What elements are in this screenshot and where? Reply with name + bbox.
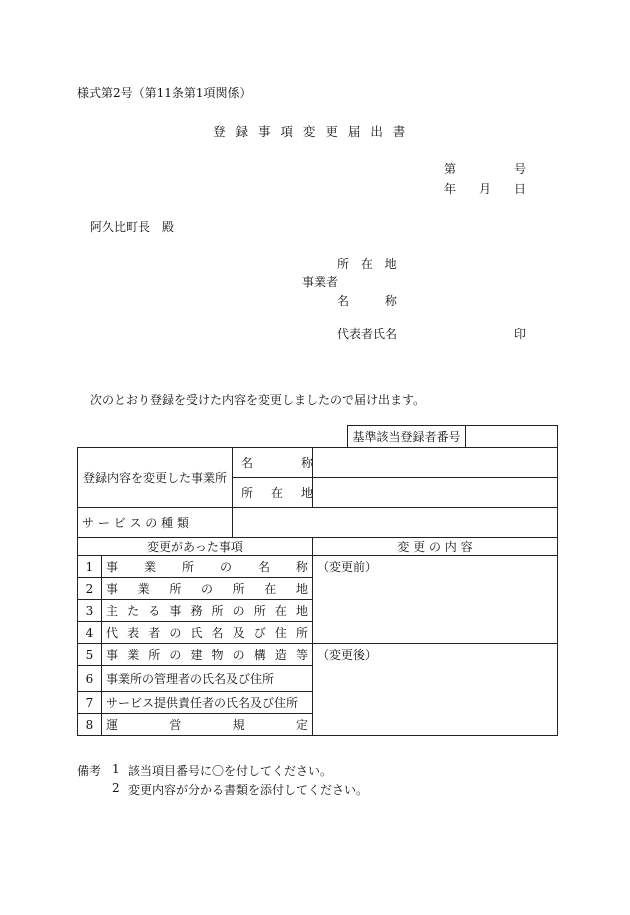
notes-label: 備考 <box>77 764 102 778</box>
item-5-number[interactable]: 5 <box>78 644 102 666</box>
form-id: 様式第2号（第11条第1項関係） <box>77 86 252 100</box>
service-type-field[interactable] <box>233 508 558 538</box>
contents-header: 変 更 の 内 容 <box>313 538 558 556</box>
after-label: （変更後） <box>317 648 378 662</box>
item-4-label: 代 表 者 の 氏 名 及 び 住 所 <box>106 626 308 640</box>
applicant-rep-label: 代表者氏名 <box>337 327 398 341</box>
reg-number-field[interactable] <box>466 426 558 448</box>
addressee: 阿久比町長 殿 <box>90 220 175 234</box>
item-3-number[interactable]: 3 <box>78 600 102 622</box>
change-form-table <box>77 425 558 736</box>
item-7-number[interactable]: 7 <box>78 692 102 714</box>
change-after-field[interactable] <box>313 644 558 736</box>
office-label: 登録内容を変更した事業所 <box>78 448 233 508</box>
item-8-number[interactable]: 8 <box>78 714 102 736</box>
note-2-number: 2 <box>112 781 120 795</box>
item-2-number[interactable]: 2 <box>78 578 102 600</box>
applicant-business-label: 事業者 <box>302 275 339 289</box>
item-1-number[interactable]: 1 <box>78 556 102 578</box>
note-1-number: 1 <box>112 762 120 776</box>
applicant-name-label: 名 称 <box>337 294 413 308</box>
office-address-label: 所 在 地 <box>233 478 313 508</box>
item-5-label: 事 業 所 の 建 物 の 構 造 等 <box>106 648 308 662</box>
item-6-label: 事業所の管理者の氏名及び住所 <box>106 672 275 686</box>
document-title: 登 録 事 項 変 更 届 出 書 <box>213 124 409 139</box>
item-2-label: 事 業 所 の 所 在 地 <box>106 582 308 596</box>
document-number <box>444 160 526 177</box>
date-year: 年 <box>444 182 457 196</box>
reg-number-label: 基準該当登録者番号 <box>348 426 466 448</box>
item-6-number[interactable]: 6 <box>78 666 102 692</box>
statement: 次のとおり登録を受けた内容を変更しましたので届け出ます。 <box>90 393 426 407</box>
office-name-label: 名 称 <box>233 448 313 478</box>
item-3-label: 主 た る 事 務 所 の 所 在 地 <box>106 604 308 618</box>
item-8-label: 運 営 規 定 <box>106 718 308 732</box>
item-7-label: サービス提供責任者の氏名及び住所 <box>106 696 299 710</box>
number-prefix: 第 <box>444 162 457 176</box>
change-before-field[interactable] <box>313 556 558 644</box>
item-1-label: 事 業 所 の 名 称 <box>106 560 308 574</box>
date-day: 日 <box>513 182 526 196</box>
number-suffix: 号 <box>513 162 526 176</box>
document-date <box>444 180 526 197</box>
before-label: （変更前） <box>317 560 378 574</box>
office-address-field[interactable] <box>313 478 558 508</box>
seal-mark: 印 <box>514 327 527 341</box>
office-name-field[interactable] <box>313 448 558 478</box>
note-1-text: 該当項目番号に〇を付してください。 <box>128 764 333 778</box>
items-header: 変更があった事項 <box>78 538 313 556</box>
item-4-number[interactable]: 4 <box>78 622 102 644</box>
note-2-text: 変更内容が分かる書類を添付してください。 <box>128 783 369 797</box>
applicant-address-label: 所 在 地 <box>337 257 401 271</box>
service-type-label: サ ー ビ ス の 種 類 <box>78 508 233 538</box>
date-month: 月 <box>478 182 491 196</box>
